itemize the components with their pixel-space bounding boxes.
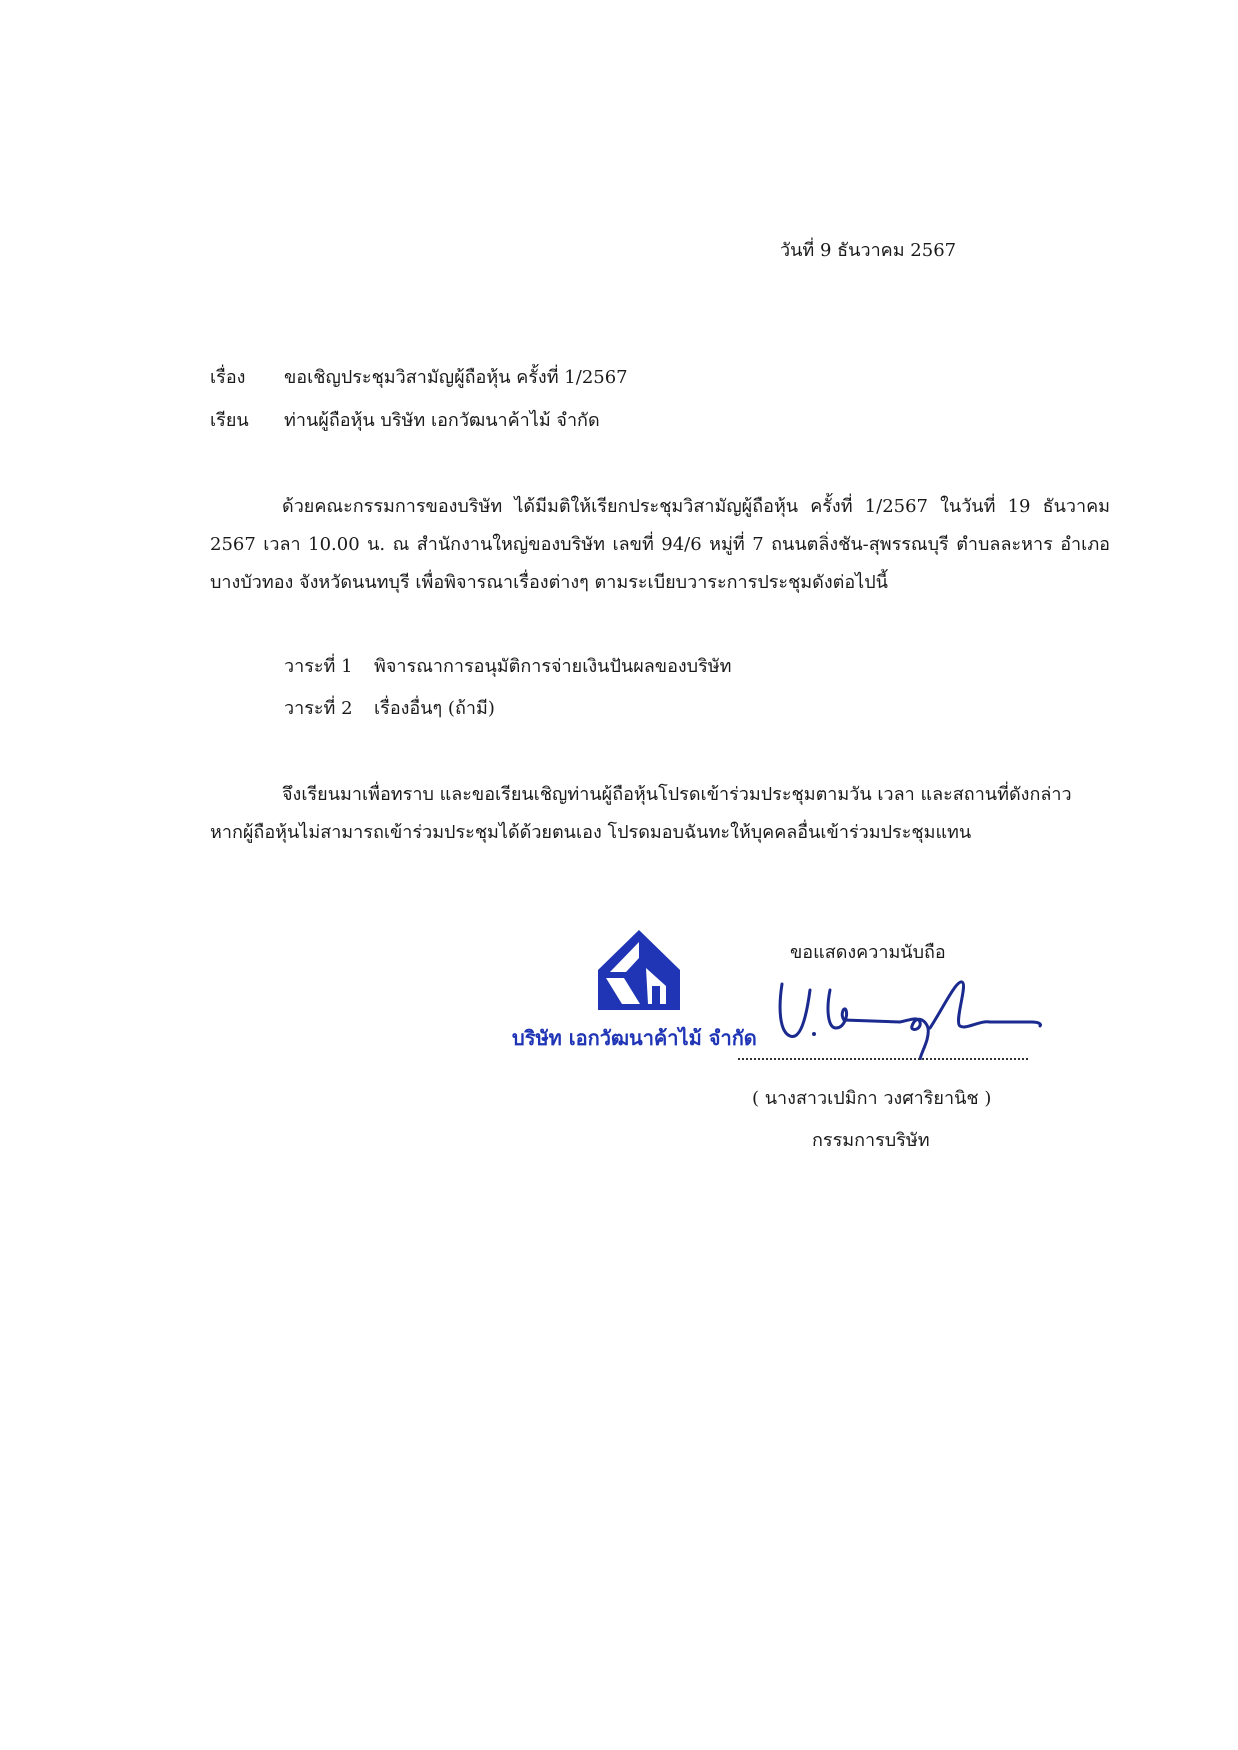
- stamp-company-name: บริษัท เอกวัฒนาค้าไม้ จำกัด: [512, 1026, 757, 1050]
- signer-position: กรรมการบริษัท: [812, 1130, 930, 1151]
- signature-icon: [770, 970, 1050, 1060]
- closing-text: ขอแสดงความนับถือ: [790, 942, 946, 963]
- signature-line: [738, 1058, 1028, 1060]
- body-paragraph-1-text: ด้วยคณะกรรมการของบริษัท ได้มีมติให้เรียกประชุมวิสามัญผู้ถือหุ้น ครั้งที่ 1/2567 ในวันที่ 19 ธันวาคม 2567 เวลา 10.00 น. ณ สำนักงานใหญ่ของบริษัท เลขที่ 94/6 หมู่ที่ 7 ถนนตลิ่งชัน-สุพรรณบุรี ตำบลละหาร อำเภอบางบัวทอง จังหวัดนนทบุรี เพื่อพิจารณาเรื่องต่างๆ ตามระเบียบวาระการประชุมดังต่อไปนี้: [210, 496, 1110, 593]
- subject-label: เรื่อง: [210, 367, 246, 388]
- agenda-number: วาระที่ 2: [284, 698, 353, 719]
- subject-text: ขอเชิญประชุมวิสามัญผู้ถือหุ้น ครั้งที่ 1/2567: [284, 367, 628, 388]
- recipient-text: ท่านผู้ถือหุ้น บริษัท เอกวัฒนาค้าไม้ จำกัด: [284, 410, 600, 431]
- body-paragraph-1: [210, 488, 1110, 602]
- recipient-label: เรียน: [210, 410, 249, 431]
- letter-date: วันที่ 9 ธันวาคม 2567: [780, 240, 957, 261]
- body-paragraph-2: [210, 776, 1090, 852]
- signer-name: ( นางสาวเปมิกา วงศาริยานิช ): [752, 1088, 992, 1109]
- body-paragraph-2-text: จึงเรียนมาเพื่อทราบ และขอเรียนเชิญท่านผู้ถือหุ้นโปรดเข้าร่วมประชุมตามวัน เวลา และสถานที่ดังกล่าว หากผู้ถือหุ้นไม่สามารถเข้าร่วมประชุมได้ด้วยตนเอง โปรดมอบฉันทะให้บุคคลอื่นเข้าร่วมประชุมแทน: [210, 784, 1072, 843]
- agenda-item: [284, 654, 732, 680]
- company-logo-icon: [596, 928, 682, 1012]
- agenda-text: เรื่องอื่นๆ (ถ้ามี): [374, 698, 495, 719]
- agenda-item: [284, 696, 495, 722]
- agenda-number: วาระที่ 1: [284, 656, 353, 677]
- agenda-text: พิจารณาการอนุมัติการจ่ายเงินปันผลของบริษัท: [374, 656, 732, 677]
